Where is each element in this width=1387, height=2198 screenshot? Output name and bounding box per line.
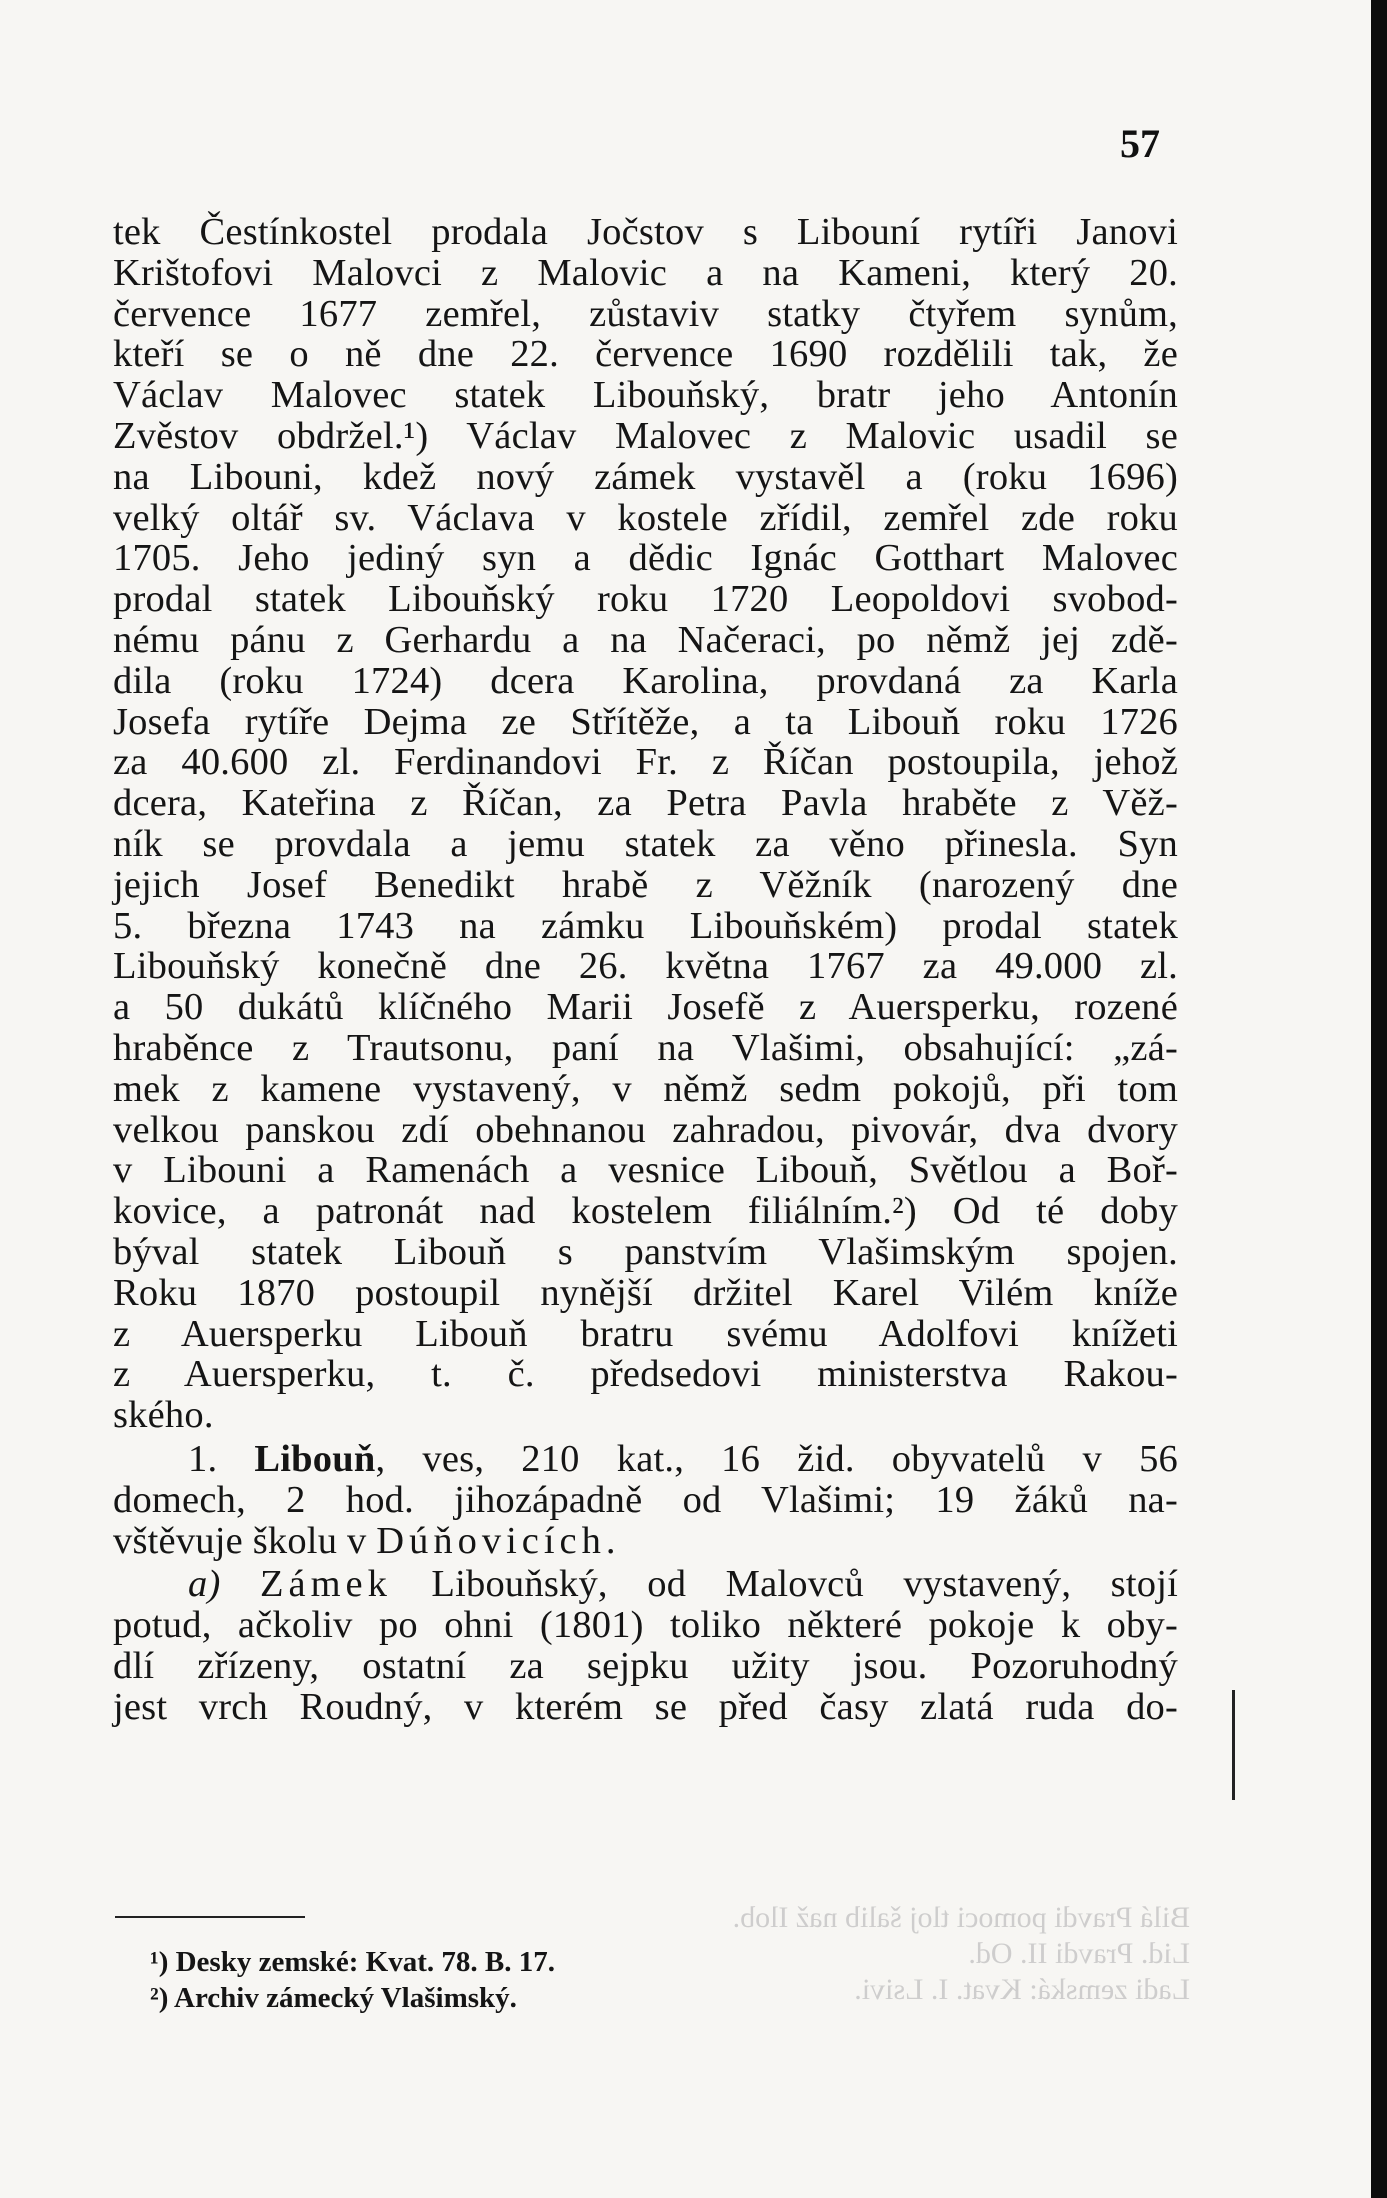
spaced-heading: Zámek (260, 1563, 392, 1606)
text-line (113, 1564, 1178, 1605)
text-line: velkou panskou zdí obehnanou zahradou, pivovár, dva dvory (113, 1108, 1178, 1151)
paragraph-history (113, 212, 1178, 1436)
paragraph-libouň (113, 1439, 1178, 1561)
text-line (113, 1521, 1178, 1562)
page-number: 57 (1120, 121, 1160, 166)
text-line: mek z kamene vystavený, v němž sedm pokojů, při tom (113, 1067, 1178, 1110)
text-span: Libouňský, od Malovců vystavený, stojí (391, 1563, 1178, 1606)
village-name: Libouň (254, 1437, 376, 1480)
spaced-place-name: Dúňovicích (376, 1519, 606, 1562)
text-line: nému pánu z Gerhardu a na Načeraci, po němž jej zdě- (113, 618, 1178, 661)
bleed-line: Bilá Pravdi pomoci tloj šalib naž Ilob. (732, 1901, 1190, 1934)
text-line: 5. března 1743 na zámku Libouňském) prodal statek (113, 904, 1178, 947)
text-line: jejich Josef Benedikt hrabě z Věžník (narozený dne (113, 863, 1178, 906)
text-line: v Libouni a Ramenách a vesnice Libouň, Světlou a Boř- (113, 1149, 1178, 1192)
text-line: potud, ačkoliv po ohni (1801) toliko některé pokoje k oby- (113, 1604, 1178, 1647)
text-line: ského. (113, 1394, 214, 1437)
text-line: 1705. Jeho jediný syn a dědic Ignác Gotthart Malovec (113, 537, 1178, 580)
text-line: na Libouni, kdež nový zámek vystavěl a (roku 1696) (113, 455, 1178, 498)
bleed-line: Lid. Pravdi II. Od. (968, 1937, 1190, 1970)
footnotes (150, 1944, 555, 2016)
text-line: Václav Malovec statek Libouňský, bratr jeho Antonín (113, 374, 1178, 417)
bleed-through-text (720, 1900, 1190, 2008)
text-line: a 50 dukátů klíčného Marii Josefě z Auersperku, rozené (113, 986, 1178, 1029)
main-text (113, 212, 1178, 1727)
paragraph-zamek (113, 1564, 1178, 1727)
text-line: kovice, a patronát nad kostelem filiálním.²) Od té doby (113, 1190, 1178, 1233)
item-label: a) (188, 1563, 221, 1606)
text-line: Zvěstov obdržel.¹) Václav Malovec z Malovic usadil se (113, 414, 1178, 457)
bleed-line: Ladi zemská: Kvat. I. Lsivi. (854, 1973, 1190, 2006)
text-line: kteří se o ně dne 22. července 1690 rozdělili tak, že (113, 333, 1178, 376)
text-line: domech, 2 hod. jihozápadně od Vlašimi; 19 žáků na- (113, 1478, 1178, 1521)
text-line: dcera, Kateřina z Říčan, za Petra Pavla hraběte z Věž- (113, 782, 1178, 825)
text-line: z Auersperku Libouň bratru svému Adolfovi knížeti (113, 1312, 1178, 1355)
text-line: velký oltář sv. Václava v kostele zřídil, zemřel zde roku (113, 496, 1178, 539)
text-line: Krištofovi Malovci z Malovic a na Kameni, který 20. (113, 251, 1178, 294)
text-line: jest vrch Roudný, v kterém se před časy zlatá ruda do- (113, 1685, 1178, 1728)
text-line: za 40.600 zl. Ferdinandovi Fr. z Říčan postoupila, jehož (113, 741, 1178, 784)
text-line: Josefa rytíře Dejma ze Střítěže, a ta Libouň roku 1726 (113, 700, 1178, 743)
text-line (113, 1439, 1178, 1480)
text-line: býval statek Libouň s panstvím Vlašimským spojen. (113, 1230, 1178, 1273)
text-line: ník se provdala a jemu statek za věno přinesla. Syn (113, 822, 1178, 865)
text-span: . (605, 1519, 616, 1562)
text-line: z Auersperku, t. č. předsedovi ministerstva Rakou- (113, 1353, 1178, 1396)
text-line: července 1677 zemřel, zůstaviv statky čtyřem synům, (113, 292, 1178, 335)
footnote-rule (115, 1916, 305, 1918)
footnote-2: ²) Archiv zámecký Vlašimský. (150, 1982, 517, 2014)
text-line: Roku 1870 postoupil nynější držitel Karel Vilém kníže (113, 1271, 1178, 1314)
text-span: , ves, 210 kat., 16 žid. obyvatelů v 56 (375, 1437, 1178, 1480)
item-number: 1. (188, 1437, 218, 1480)
text-line: tek Čestínkostel prodala Jočstov s Libouní rytíři Janovi (113, 211, 1178, 253)
text-line: dlí zřízeny, ostatní za sejpku užity jsou. Pozoruhodný (113, 1644, 1178, 1687)
text-line: hraběnce z Trautsonu, paní na Vlašimi, obsahující: „zá- (113, 1026, 1178, 1069)
footnote-1: ¹) Desky zemské: Kvat. 78. B. 17. (150, 1946, 555, 1978)
text-line: Libouňský konečně dne 26. května 1767 za 49.000 zl. (113, 945, 1178, 988)
text-span: vštěvuje školu v (113, 1519, 377, 1562)
margin-mark (1232, 1690, 1235, 1800)
text-line: dila (roku 1724) dcera Karolina, provdaná za Karla (113, 659, 1178, 702)
text-line: prodal statek Libouňský roku 1720 Leopoldovi svobod- (113, 578, 1178, 621)
